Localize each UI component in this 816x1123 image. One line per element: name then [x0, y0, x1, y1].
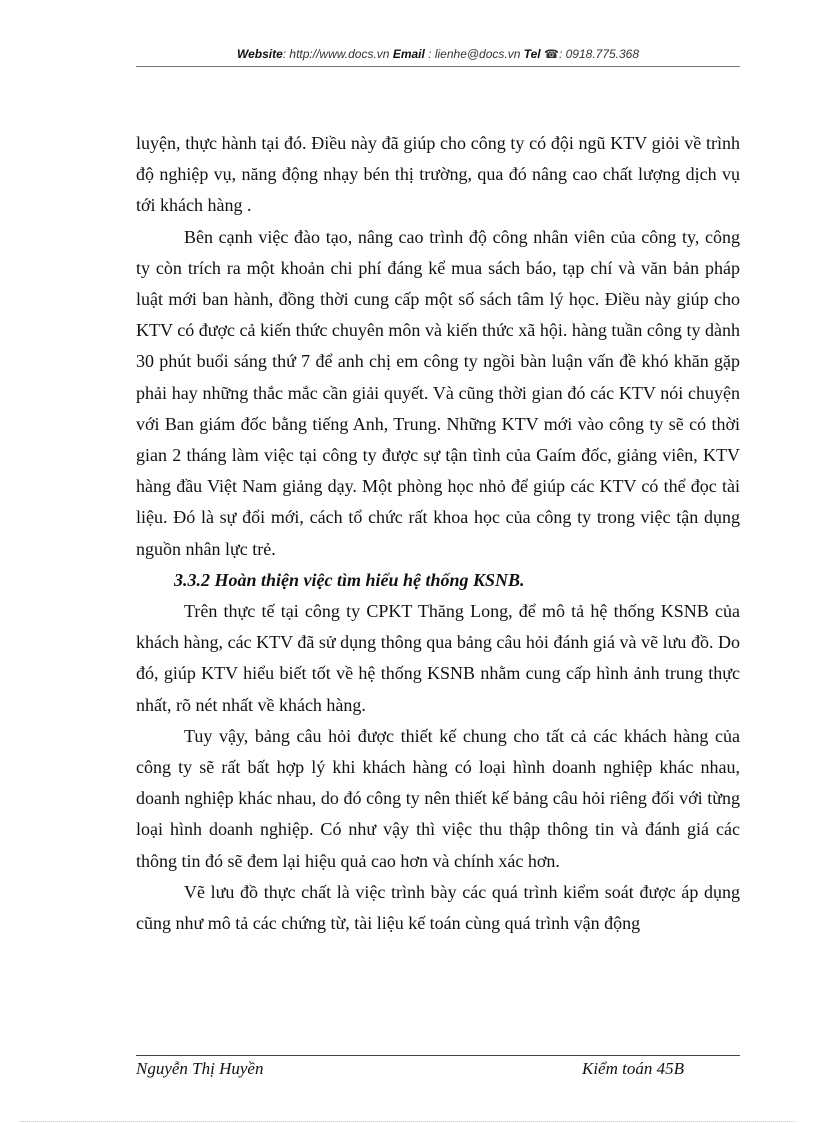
website-value: : http://www.docs.vn — [282, 47, 390, 61]
email-value: : lienhe@docs.vn — [428, 47, 521, 61]
paragraph-4: Tuy vậy, bảng câu hỏi được thiết kế chung cho tất cả các khách hàng của công ty sẽ rất bất hợp lý khi khách hàng có loại hình doanh nghiệp khác nhau, doanh nghiệp khác nhau, do đó công ty nên thiết kế bảng câu hỏi riêng đối với từng loại hình doanh nghiệp. Có như vậy thì việc thu thập thông tin và đánh giá các thông tin đó sẽ đem lại hiệu quả cao hơn và chính xác hơn. — [136, 725, 740, 871]
email-label: Email — [392, 47, 425, 61]
page-bottom-border — [20, 1121, 796, 1122]
footer-author: Nguyễn Thị Huyền — [136, 1059, 264, 1078]
paragraph-3: Trên thực tế tại công ty CPKT Thăng Long, để mô tả hệ thống KSNB của khách hàng, các KTV đã sử dụng thông qua bảng câu hỏi đánh giá và vẽ lưu đồ. Do đó, giúp KTV hiểu biết tốt về hệ thống KSNB nhằm cung cấp hình ảnh trung thực nhất, rõ nét nhất về khách hàng. — [136, 601, 740, 715]
tel-value: : 0918.775.368 — [558, 47, 640, 61]
page-header — [136, 47, 740, 61]
paragraph-1: luyện, thực hành tại đó. Điều này đã giúp cho công ty có đội ngũ KTV giỏi về trình độ nghiệp vụ, năng động nhạy bén thị trường, qua đó nâng cao chất lượng dịch vụ tới khách hàng . — [136, 133, 740, 216]
footer-divider — [136, 1055, 740, 1056]
website-label: Website — [236, 47, 283, 61]
paragraph-2: Bên cạnh việc đào tạo, nâng cao trình độ công nhân viên của công ty, công ty còn trích ra một khoản chi phí đáng kể mua sách báo, tạp chí và văn bản pháp luật mới ban hành, đồng thời cung cấp một số sách tâm lý học. Điều này giúp cho KTV có được cả kiến thức chuyên môn và kiến thức xã hội. hàng tuần công ty dành 30 phút buổi sáng thứ 7 để anh chị em công ty ngồi bàn luận vấn đề khó khăn gặp phải hay những thắc mắc cần giải quyết. Và cũng thời gian đó các KTV nói chuyện với Ban giám đốc bằng tiếng Anh, Trung. Những KTV mới vào công ty sẽ có thời gian 2 tháng làm việc tại công ty được sự tận tình của Gaím đốc, giảng viên, KTV hàng đầu Việt Nam giảng dạy. Một phòng học nhỏ để giúp các KTV có thể đọc tài liệu. Đó là sự đổi mới, cách tổ chức rất khoa học của công ty trong việc tận dụng nguồn nhân lực trẻ. — [136, 226, 740, 559]
header-divider — [136, 66, 740, 67]
phone-icon: ☎ — [544, 47, 559, 61]
document-body — [136, 128, 740, 939]
section-heading: 3.3.2 Hoàn thiện việc tìm hiểu hệ thống KSNB. — [174, 569, 525, 590]
footer-class: Kiểm toán 45B — [582, 1059, 684, 1078]
paragraph-5: Vẽ lưu đồ thực chất là việc trình bày các quá trình kiểm soát được áp dụng cũng như mô tả các chứng từ, tài liệu kế toán cùng quá trình vận động — [136, 881, 740, 934]
tel-label: Tel — [523, 47, 541, 61]
